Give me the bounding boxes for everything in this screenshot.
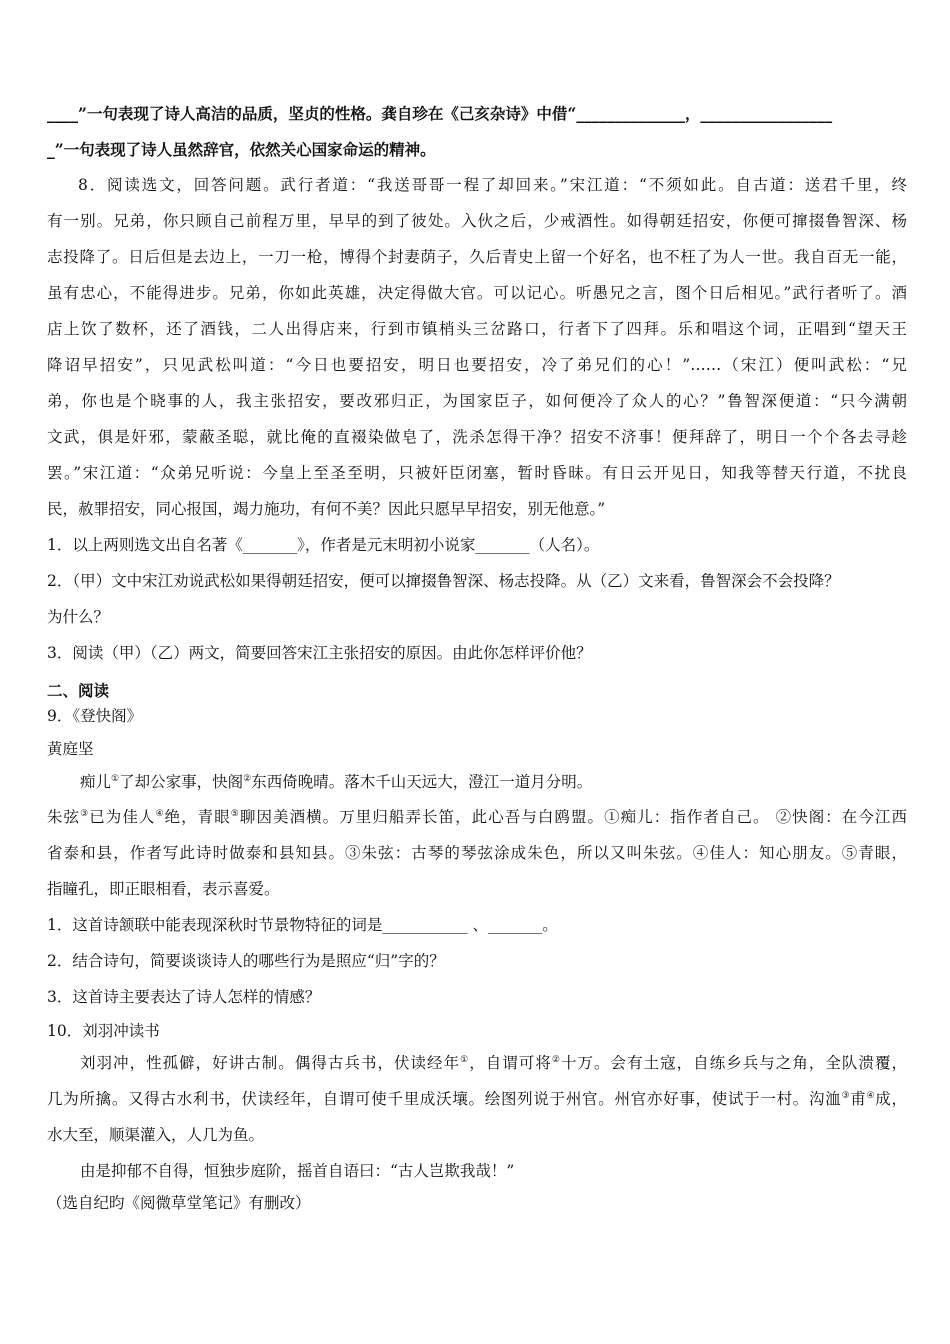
q8-passage-line: 罢。”宋江道：“众弟兄听说：今皇上至圣至明，只被奸臣闭塞，暂时昏昧。有日云开见日，知我等替天行道，不扰良 xyxy=(47,464,907,482)
q8-subquestion-1: 1．以上两则选文出自名著《_______》，作者是元末明初小说家_______（人名）。 xyxy=(47,536,600,554)
q8-passage-line: 虽有忠心，不能得进步。兄弟，你如此英雄，决定得做大官。可以记心。听愚兄之言，图个日后相见。”武行者听了。酒 xyxy=(47,284,907,302)
q9-subquestion-2: 2．结合诗句，简要谈谈诗人的哪些行为是照应“归”字的？ xyxy=(47,952,445,970)
q9-subquestion-1: 1．这首诗颔联中能表现深秋时节景物特征的词是___________ 、_______。 xyxy=(47,916,558,934)
q8-passage-line: 民，赦罪招安，同心报国，竭力施功，有何不美？因此只愿早早招安，别无他意。” xyxy=(47,500,606,518)
q10-passage-line: 由是抑郁不自得，恒独步庭阶，摇首自语曰：“古人岂欺我哉！” xyxy=(80,1162,515,1180)
q8-passage-line: 弟，你也是个晓事的人，我主张招安，要改邪归正，为国家臣子，如何便冷了众人的心？”鲁智深便道：“只今满朝 xyxy=(47,392,907,410)
q8-passage-line: 文武，俱是奸邪，蒙蔽圣聪，就比俺的直裰染做皂了，洗杀怎得干净？招安不济事！便拜辞了，明日一个个各去寻趁 xyxy=(47,428,907,446)
q8-passage-line: 降诏早招安”，只见武松叫道：“今日也要招安，明日也要招安，冷了弟兄们的心！”……（宋江）便叫武松：“兄 xyxy=(47,356,907,374)
q8-subquestion-2-cont: 为什么？ xyxy=(47,608,110,626)
q9-title: 9．《登快阁》 xyxy=(47,707,143,725)
q8-passage-line: 店上饮了数杯，还了酒钱，二人出得店来，行到市镇梢头三岔路口，行者下了四拜。乐和唱这个词，正唱到“望天王 xyxy=(47,320,907,338)
q8-subquestion-3: 3．阅读（甲）（乙）两文，简要回答宋江主张招安的原因。由此你怎样评价他？ xyxy=(47,644,592,662)
q9-author: 黄庭坚 xyxy=(47,740,94,758)
q10-source: （选自纪昀《阅微草堂笔记》有删改） xyxy=(47,1194,311,1212)
q10-passage-line: 几为所擒。又得古水利书，伏读经年，自谓可使千里成沃壤。绘图列说于州官。州官亦好事，使试于一村。沟洫③甫④成， xyxy=(47,1090,907,1108)
q9-notes-line: 省泰和县，作者写此诗时做泰和县知县。③朱弦：古琴的琴弦涂成朱色，所以又叫朱弦。④佳人：知心朋友。⑤青眼， xyxy=(47,844,907,862)
q8-subquestion-2: 2．（甲）文中宋江劝说武松如果得朝廷招安，便可以撺掇鲁智深、杨志投降。从（乙）文来看，鲁智深会不会投降？ xyxy=(47,572,840,590)
q8-passage-line: 志投降了。日后但是去边上，一刀一枪，博得个封妻荫子，久后青史上留一个好名，也不枉了为人一世。我自百无一能， xyxy=(47,248,907,266)
q10-passage-line: 刘羽冲，性孤僻，好讲古制。偶得古兵书，伏读经年①，自谓可将②十万。会有土寇，自练乡兵与之角，全队溃覆， xyxy=(80,1054,907,1072)
q8-passage-line: 8．阅读选文，回答问题。武行者道：“我送哥哥一程了却回来。”宋江道：“不须如此。自古道：送君千里，终 xyxy=(78,176,907,194)
q9-subquestion-3: 3．这首诗主要表达了诗人怎样的情感？ xyxy=(47,988,321,1006)
text-line: _”一句表现了诗人虽然辞官，依然关心国家命运的精神。 xyxy=(47,140,436,159)
q9-poem-notes-line: 朱弦③已为佳人④绝，青眼⑤聊因美酒横。万里归船弄长笛，此心吾与白鸥盟。①痴儿：指作者自己。 ②快阁：在今江西 xyxy=(47,808,907,826)
text-line: ____”一句表现了诗人高洁的品质，坚贞的性格。龚自珍在《己亥杂诗》中借“______________，_________________ xyxy=(47,104,833,123)
q9-poem-line: 痴儿①了却公家事，快阁②东西倚晚晴。落木千山天远大，澄江一道月分明。 xyxy=(80,773,593,791)
q10-passage-line: 水大至，顺渠灌入，人几为鱼。 xyxy=(47,1126,265,1144)
q10-title: 10．刘羽冲读书 xyxy=(47,1022,160,1040)
q9-notes-line: 指瞳孔，即正眼相看，表示喜爱。 xyxy=(47,880,280,898)
q8-passage-line: 有一别。兄弟，你只顾自己前程万里，早早的到了彼处。入伙之后，少戒酒性。如得朝廷招安，你便可撺掇鲁智深、杨 xyxy=(47,212,907,230)
section-heading: 二、阅读 xyxy=(47,681,110,700)
